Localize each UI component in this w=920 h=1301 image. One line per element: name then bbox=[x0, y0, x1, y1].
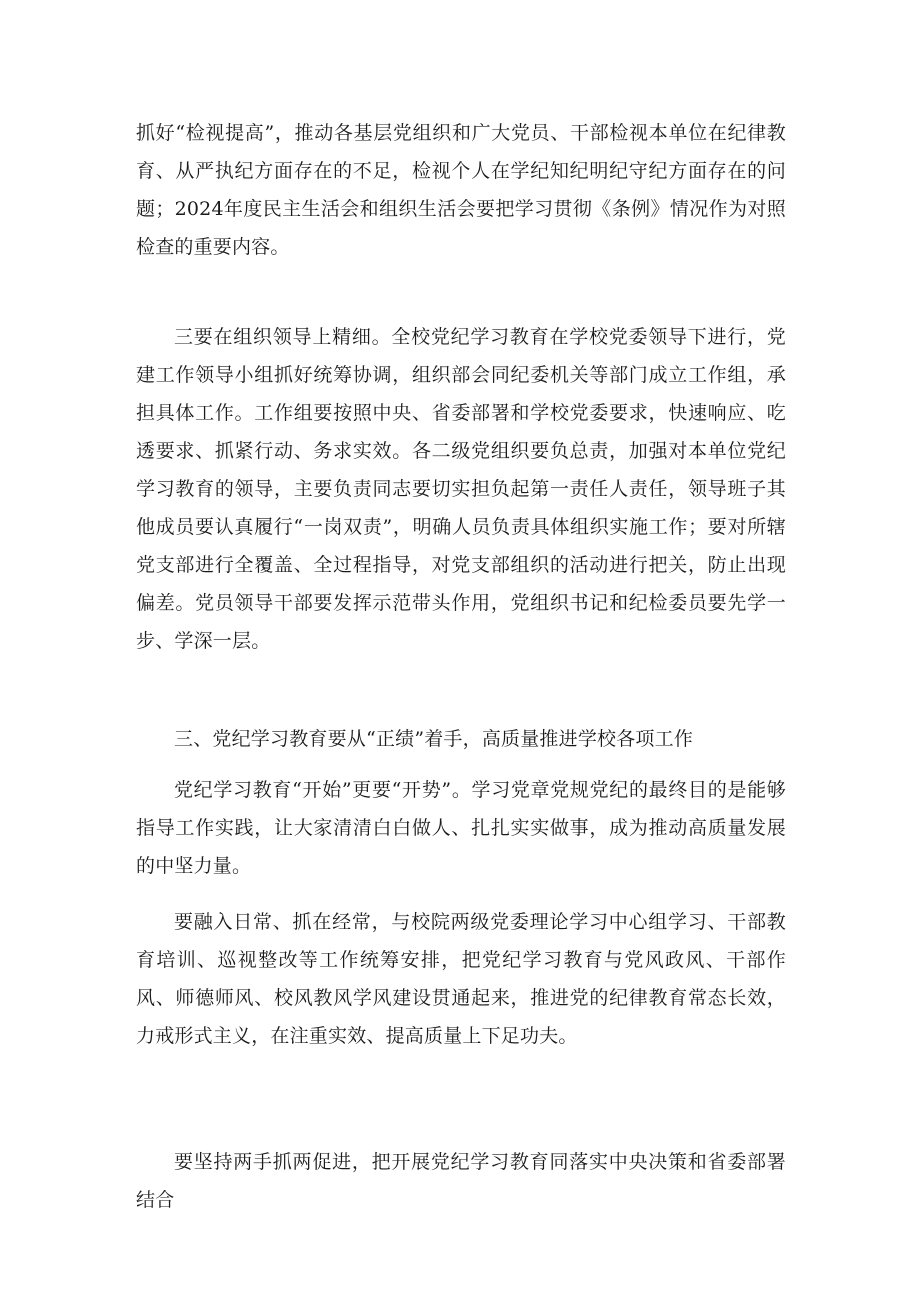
paragraph-integrate-daily: 要融入日常、抓在经常，与校院两级党委理论学习中心组学习、干部教育培训、巡视整改等工作统筹安排，把党纪学习教育与党风政风、干部作风、师德师风、校风教风学风建设贯通起来，推进党的纪律教育常态长效，力戒形式主义，在注重实效、提高质量上下足功夫。 bbox=[136, 911, 786, 1047]
paragraph-continuation: 抓好“检视提高”，推动各基层党组织和广大党员、干部检视本单位在纪律教育、从严执纪方面存在的不足，检视个人在学纪知纪明纪守纪方面存在的问题；2024年度民主生活会和组织生活会要把学习贯彻《条例》情况作为对照检查的重要内容。 bbox=[136, 122, 786, 258]
paragraph-organization-leadership: 三要在组织领导上精细。全校党纪学习教育在学校党委领导下进行，党建工作领导小组抓好统筹协调，组织部会同纪委机关等部门成立工作组，承担具体工作。工作组要按照中央、省委部署和学校党委要求，快速响应、吃透要求、抓紧行动、务求实效。各二级党组织要负总责，加强对本单位党纪学习教育的领导，主要负责同志要切实担负起第一责任人责任，领导班子其他成员要认真履行“一岗双责”，明确人员负责具体组织实施工作；要对所辖党支部进行全覆盖、全过程指导，对党支部组织的活动进行把关，防止出现偏差。党员领导干部要发挥示范带头作用，党组织书记和纪检委员要先学一步、学深一层。 bbox=[136, 326, 786, 652]
section-heading-3: 三、党纪学习教育要从“正绩”着手，高质量推进学校各项工作 bbox=[174, 728, 694, 750]
paragraph-start-momentum: 党纪学习教育“开始”更要“开势”。学习党章党规党纪的最终目的是能够指导工作实践，让大家清清白白做人、扎扎实实做事，成为推动高质量发展的中坚力量。 bbox=[136, 779, 786, 877]
paragraph-two-hands: 要坚持两手抓两促进，把开展党纪学习教育同落实中央决策和省委部署结合 bbox=[136, 1151, 786, 1211]
